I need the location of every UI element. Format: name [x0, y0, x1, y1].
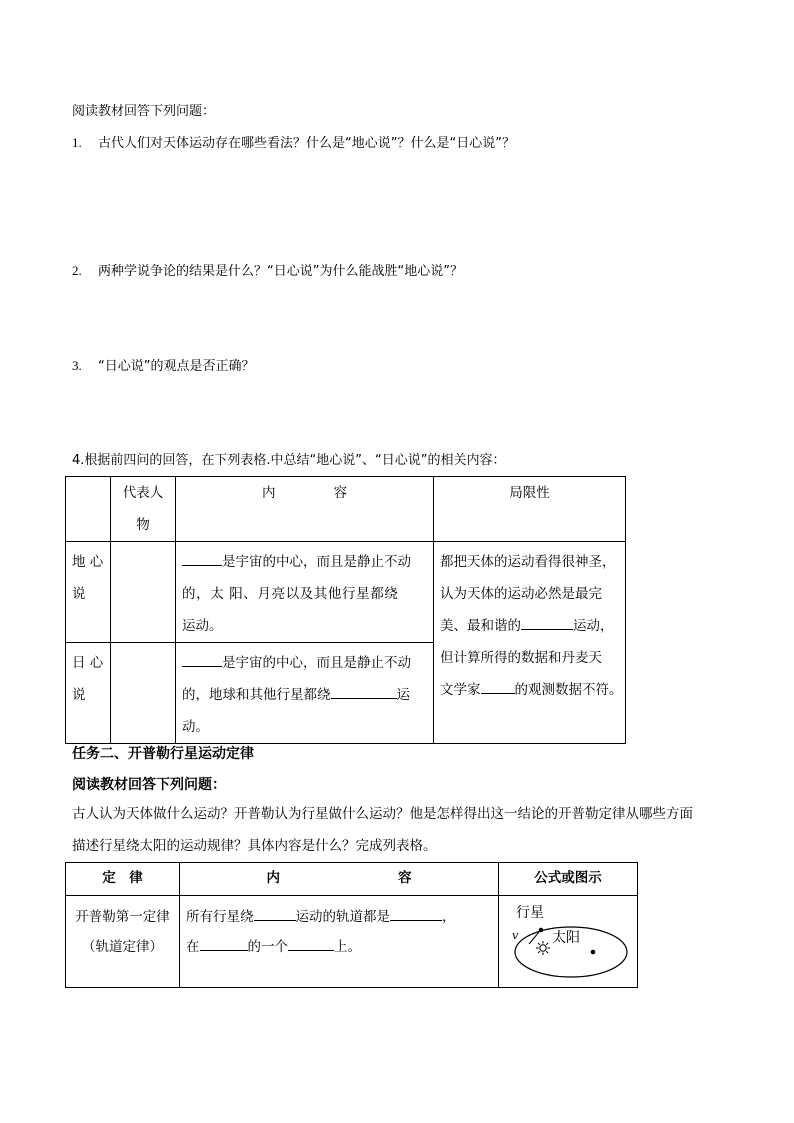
question-number: 3.: [72, 358, 82, 373]
orbit-svg: [503, 902, 635, 980]
limitation-line3-pre: 美、最和谐的: [440, 618, 521, 634]
table-row-geocentric: [66, 542, 626, 643]
question-number: 2.: [72, 263, 82, 278]
first-law-diagram-cell: [499, 896, 638, 988]
geocentric-line1: 是宇宙的中心，而且是静止不动: [222, 554, 411, 570]
fill-blank[interactable]: [288, 936, 334, 951]
question-number: 1.: [72, 135, 82, 150]
heliocentric-label-b: 说: [72, 687, 86, 703]
table-header-row: [66, 863, 638, 896]
intro-text: 阅读教材回答下列问题：: [72, 104, 216, 119]
first-law-name-b: （轨道定律）: [82, 939, 163, 955]
table-header-row: [66, 477, 626, 542]
planet-label: 行星: [516, 905, 544, 921]
geocentric-label-a: 地 心: [72, 554, 104, 570]
heliocentric-line1: 是宇宙的中心，而且是静止不动: [222, 655, 411, 671]
heliocentric-line2-post: 运: [396, 687, 410, 703]
geocentric-line3: 运动。: [182, 618, 223, 634]
limitation-line5-pre: 文学家: [440, 682, 481, 698]
velocity-label: v: [512, 929, 519, 942]
limitation-content: [434, 542, 626, 744]
question-1: [72, 135, 515, 152]
heliocentric-content: [176, 643, 434, 744]
header-content-a: 内: [262, 485, 276, 501]
heliocentric-representative-cell[interactable]: [111, 643, 176, 744]
limitation-line3-post: 运动，: [573, 618, 614, 634]
geocentric-label-b: 说: [72, 586, 86, 602]
question-2: [72, 263, 463, 280]
geocentric-representative-cell[interactable]: [111, 542, 176, 643]
sun-label: 太阳: [552, 930, 580, 946]
fill-blank[interactable]: [331, 684, 397, 699]
fill-blank[interactable]: [182, 652, 222, 667]
table-row-first-law: [66, 896, 638, 988]
fill-blank[interactable]: [200, 936, 248, 951]
theory-comparison-table: [65, 476, 626, 744]
fill-blank[interactable]: [182, 551, 222, 566]
header-content-b: 容: [398, 870, 412, 886]
sun-icon: [536, 941, 550, 955]
header-content-b: 容: [333, 485, 347, 501]
fill-blank[interactable]: [521, 615, 573, 630]
heliocentric-line3: 动。: [182, 719, 209, 735]
header-formula: 公式或图示: [499, 863, 638, 896]
question-3: [72, 358, 254, 375]
limitation-line1: 都把天体的运动看得很神圣，: [440, 554, 616, 570]
task2-subtitle: 阅读教材回答下列问题：: [72, 777, 226, 793]
limitation-line4: 但计算所得的数据和丹麦天: [440, 650, 602, 666]
heliocentric-label: [66, 643, 111, 744]
header-rep-line2: 物: [136, 517, 150, 533]
header-representative: [111, 477, 176, 542]
task2-paragraph-line1: 古人认为天体做什么运动？开普勒认为行星做什么运动？他是怎样得出这一结论的开普勒定律从哪些方面: [72, 806, 693, 822]
fill-blank[interactable]: [254, 906, 296, 921]
focus-dot: [591, 950, 596, 955]
first-law-l1-b: 运动的轨道都是: [295, 909, 390, 925]
heliocentric-label-a: 日 心: [72, 655, 104, 671]
planet-dot: [539, 928, 544, 933]
kepler-laws-table: [65, 862, 638, 988]
first-law-l1-c: ，: [442, 909, 456, 925]
header-content: [176, 477, 434, 542]
question-text: 古代人们对天体运动存在哪些看法？什么是“地心说”？什么是“日心说”？: [98, 136, 515, 151]
first-law-l2-c: 上。: [334, 939, 361, 955]
fill-blank[interactable]: [481, 679, 515, 694]
header-rep-line1: 代表人: [122, 485, 164, 501]
header-content-a: 内: [266, 870, 280, 886]
question-text: 两种学说争论的结果是什么？“日心说”为什么能战胜“地心说”？: [98, 264, 463, 279]
first-law-name-a: 开普勒第一定律: [75, 909, 170, 925]
limitation-line2: 认为天体的运动必然是最完: [440, 586, 602, 602]
first-law-content: [180, 896, 499, 988]
orbit-diagram: [503, 902, 635, 980]
fill-blank[interactable]: [390, 906, 442, 921]
header-empty-cell: [66, 477, 111, 542]
limitation-line5-post: 的观测数据不符。: [514, 682, 623, 698]
geocentric-line2: 的，太 阳、月亮以及其他行星都绕: [182, 586, 399, 602]
question-text: “日心说”的观点是否正确？: [98, 359, 255, 374]
first-law-name: [66, 896, 180, 988]
header-law: 定 律: [66, 863, 180, 896]
header-limitation: 局限性: [434, 477, 626, 542]
task2-title: 任务二、开普勒行星运动定律: [72, 746, 254, 762]
first-law-l1-a: 所有行星绕: [186, 909, 254, 925]
header-content: [180, 863, 499, 896]
first-law-l2-a: 在: [186, 939, 200, 955]
question-4: 4.根据前四问的回答，在下列表格.中总结“地心说”、“日心说”的相关内容：: [72, 453, 506, 468]
task2-paragraph-line2: 描述行星绕太阳的运动规律？具体内容是什么？完成列表格。: [72, 838, 437, 854]
heliocentric-line2-pre: 的，地球和其他行星都绕: [182, 687, 331, 703]
geocentric-label: [66, 542, 111, 643]
geocentric-content: [176, 542, 434, 643]
first-law-l2-b: 的一个: [247, 939, 288, 955]
